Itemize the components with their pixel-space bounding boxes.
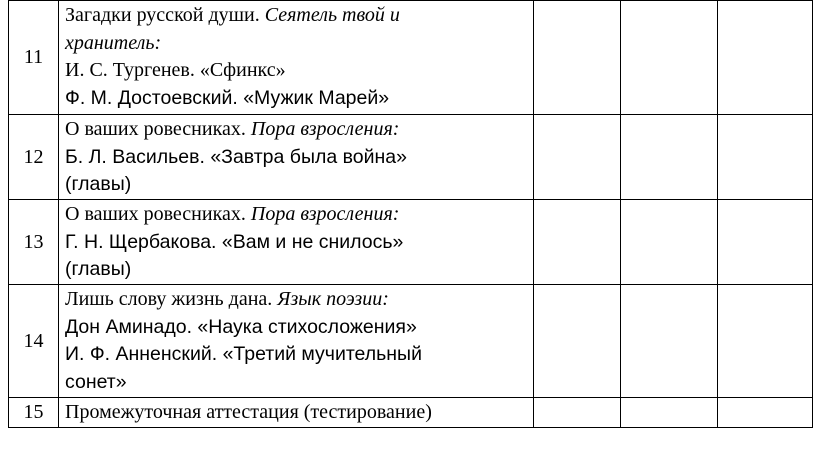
topic-line — [65, 201, 533, 229]
empty-cell — [534, 115, 621, 200]
lesson-content — [59, 1, 534, 115]
topic-subtitle: Сеятель твой и — [264, 4, 400, 26]
topic-subtitle: Пора взросления: — [250, 203, 400, 225]
lesson-content — [59, 200, 534, 285]
row-number: 13 — [9, 200, 59, 285]
table-row — [9, 285, 813, 398]
work-title: сонет» — [65, 370, 127, 393]
topic-title: О ваших ровесниках. — [65, 118, 251, 140]
empty-cell — [534, 398, 621, 428]
empty-cell — [621, 285, 718, 398]
topic-title: Загадки русской души. — [65, 4, 265, 26]
empty-cell — [534, 200, 621, 285]
empty-cell — [718, 115, 813, 200]
topic-subtitle-cont: хранитель: — [65, 31, 162, 54]
topic-line — [65, 116, 533, 144]
work-title: (главы) — [65, 258, 132, 280]
empty-cell — [621, 398, 718, 428]
topic-line — [65, 286, 533, 314]
table-row — [9, 1, 813, 115]
empty-cell — [621, 115, 718, 200]
empty-cell — [718, 398, 813, 428]
table-row — [9, 398, 813, 428]
topic-title: О ваших ровесниках. — [65, 203, 251, 225]
topic-title: Лишь слову жизнь дана. — [65, 288, 278, 310]
assessment-label: Промежуточная аттестация (тестирование) — [65, 401, 432, 423]
work-title: И. С. Тургенев. «Сфинкс» — [65, 59, 286, 81]
work-title: Ф. М. Достоевский. «Мужик Марей» — [65, 86, 390, 109]
row-number: 11 — [9, 1, 59, 115]
lesson-plan-table — [8, 0, 813, 428]
work-title: Б. Л. Васильев. «Завтра была война» — [65, 145, 407, 168]
topic-subtitle: Язык поэзии: — [277, 288, 389, 310]
topic-subtitle: Пора взросления: — [250, 118, 400, 140]
work-title: И. Ф. Анненский. «Третий мучительный — [65, 343, 422, 365]
lesson-content — [59, 285, 534, 398]
empty-cell — [621, 200, 718, 285]
work-title: (главы) — [65, 173, 132, 195]
row-number: 14 — [9, 285, 59, 398]
row-number: 12 — [9, 115, 59, 200]
empty-cell — [534, 1, 621, 115]
table-row — [9, 200, 813, 285]
work-title: Дон Аминадо. «Наука стихосложения» — [65, 315, 417, 338]
empty-cell — [718, 200, 813, 285]
row-number: 15 — [9, 398, 59, 428]
empty-cell — [718, 285, 813, 398]
empty-cell — [621, 1, 718, 115]
topic-line — [65, 30, 533, 58]
topic-line — [65, 2, 533, 30]
empty-cell — [534, 285, 621, 398]
work-title: Г. Н. Щербакова. «Вам и не снилось» — [65, 230, 404, 253]
lesson-content — [59, 115, 534, 200]
empty-cell — [718, 1, 813, 115]
table-row — [9, 115, 813, 200]
lesson-content — [59, 398, 534, 428]
